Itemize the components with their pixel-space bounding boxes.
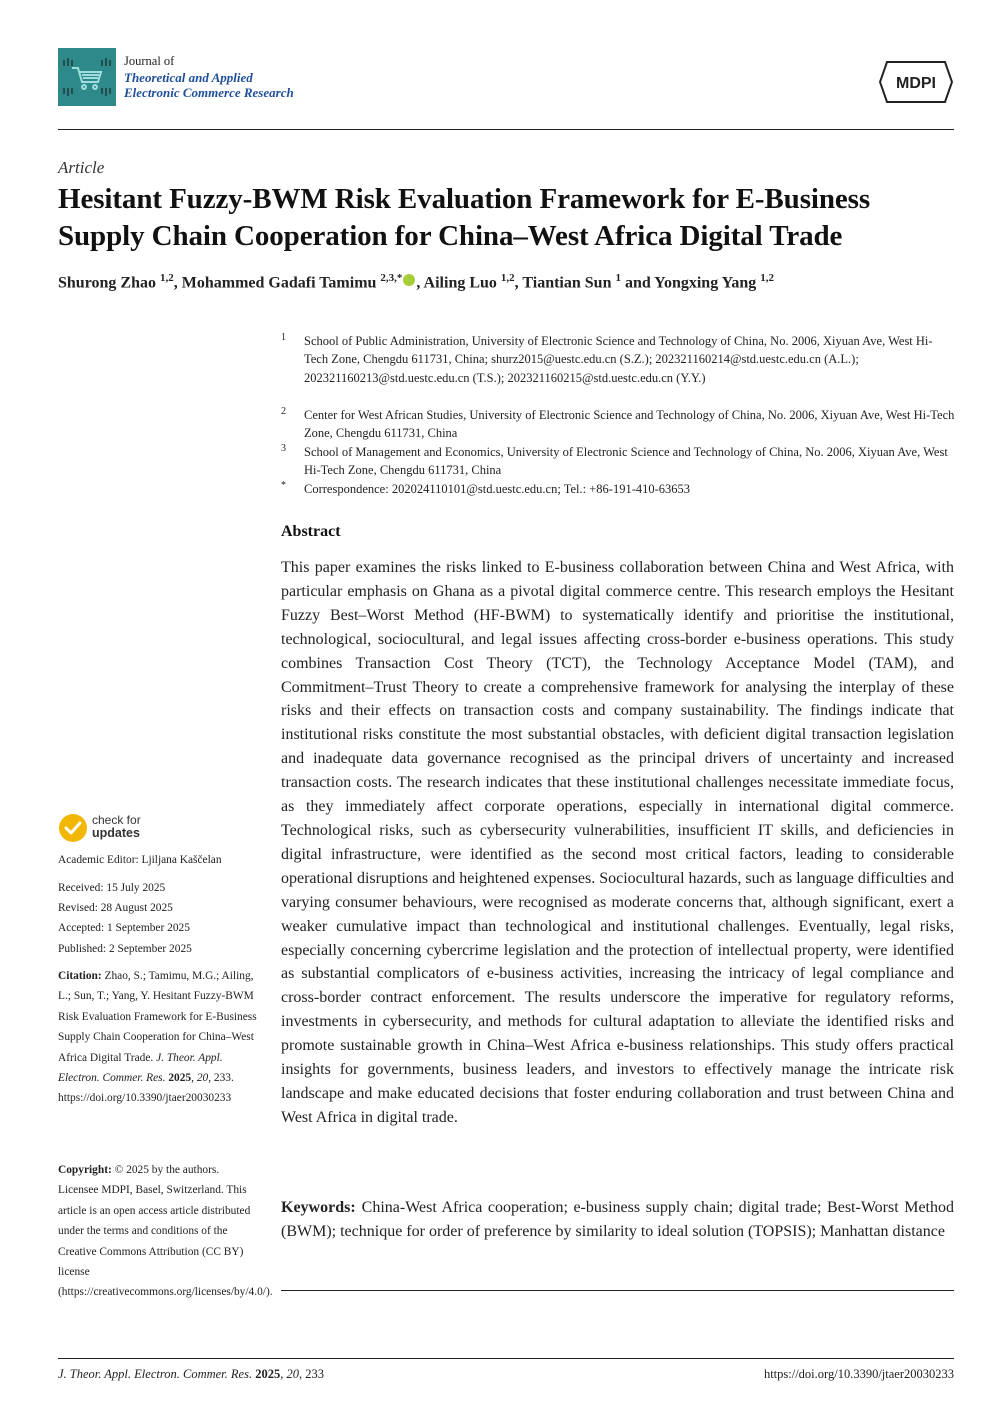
affiliation-number: 2 <box>281 406 286 417</box>
keywords-divider <box>281 1290 954 1291</box>
affiliation <box>281 406 956 443</box>
author-list <box>58 272 958 292</box>
author-separator: , <box>173 274 182 292</box>
author-affiliation-marker: 1,2 <box>159 272 174 284</box>
copyright-label: Copyright: <box>58 1164 112 1176</box>
date-accepted: Accepted: 1 September 2025 <box>58 922 190 934</box>
footer-divider <box>58 1358 954 1359</box>
citation-journal: J. Theor. Appl. Electron. Commer. Res. <box>58 1051 223 1085</box>
abstract-heading: Abstract <box>281 523 341 540</box>
author-affiliation-marker: 1,2 <box>760 272 775 284</box>
footer-citation: J. Theor. Appl. Electron. Commer. Res. 2025, 20, 233 <box>58 1367 324 1381</box>
citation-doi-link[interactable]: 233. https://doi.org/10.3390/jtaer20030233 <box>58 1072 234 1105</box>
correspondence-text: Correspondence: 202024110101@std.uestc.edu.cn; Tel.: +86-191-410-63653 <box>304 482 691 496</box>
affiliation-text: Center for West African Studies, University of Electronic Science and Technology of China, No. 2006, Xiyuan Ave, West Hi-Tech Zone, Chengdu 611731, China <box>304 408 955 441</box>
author-name: Shurong Zhao <box>58 274 156 292</box>
affiliation-number: 1 <box>281 332 286 343</box>
author-separator: , <box>416 274 424 292</box>
keywords <box>281 1196 954 1244</box>
copyright-block <box>58 1160 273 1303</box>
date-published: Published: 2 September 2025 <box>58 943 192 955</box>
affiliation-number: * <box>281 480 286 491</box>
affiliation-number: 3 <box>281 443 286 454</box>
journal-logo <box>58 48 116 106</box>
mdpi-logo-text: MDPI <box>896 75 936 92</box>
article-type: Article <box>58 158 105 177</box>
citation-block: Citation: Zhao, S.; Tamimu, M.G.; Ailing, L.; Sun, T.; Yang, Y. Hesitant Fuzzy-BWM Risk Evaluation Framework for E-Business Supply Chain Cooperation for China–West Africa Digital Trade. J. Theor. Appl. Electron. Commer. Res. 2025, 20, 233. https://doi.org/10.3390/jtaer20030233 <box>58 970 257 1105</box>
author-separator: , <box>514 274 523 292</box>
page-title: Hesitant Fuzzy-BWM Risk Evaluation Framework for E-Business Supply Chain Cooperation for China–West Africa Digital Trade <box>58 183 871 252</box>
check-updates-icon <box>58 813 88 843</box>
journal-name <box>124 54 294 101</box>
author-name: Tiantian Sun <box>522 274 612 292</box>
affiliation <box>281 443 956 480</box>
footer-year: 2025 <box>255 1367 281 1381</box>
check-for-updates-line2: updates <box>92 826 140 840</box>
orcid-icon[interactable] <box>403 274 415 286</box>
copyright-text: © 2025 by the authors. Licensee MDPI, Basel, Switzerland. This article is an open access article distributed under the terms and conditions of the Creative Commons Attribution (CC BY) license (https://creativecommons.org/licenses/by/4.0/). <box>58 1164 273 1299</box>
citation-volume: 20 <box>196 1072 209 1085</box>
author-name: Ailing Luo <box>423 274 497 292</box>
affiliation-text: School of Management and Economics, University of Electronic Science and Technology of China, No. 2006, Xiyuan Ave, West Hi-Tech Zone, Chengdu 611731, China <box>304 445 948 478</box>
check-for-updates-line1: check for <box>92 813 141 827</box>
author-name: Mohammed Gadafi Tamimu <box>181 274 377 292</box>
affiliation-text: School of Public Administration, University of Electronic Science and Technology of China, No. 2006, Xiyuan Ave, West Hi-Tech Zone, Chengdu 611731, China; shurz2015@uestc.edu.cn (S.Z.); 202321160214@std.uestc.edu.cn (A.L.); 202321160213@std.uestc.edu.cn (T.S.); 202321160215@std.uestc.edu.cn (Y.Y.) <box>304 334 933 385</box>
affiliation <box>281 332 956 387</box>
correspondence <box>281 480 956 498</box>
citation-label: Citation: <box>58 970 102 982</box>
check-for-updates-button[interactable] <box>58 813 88 843</box>
citation-text: Zhao, S.; Tamimu, M.G.; Ailing, L.; Sun, T.; Yang, Y. Hesitant Fuzzy-BWM Risk Evaluation Framework for E-Business Supply Chain Cooperation for China–West Africa Digital Trade. <box>58 970 257 1064</box>
journal-name-line3: Electronic Commerce Research <box>124 85 294 100</box>
abstract-text: This paper examines the risks linked to E-business collaboration between China and West Africa, with particular emphasis on Ghana as a pivotal digital commerce centre. This research employs the Hesitant Fuzzy Best–Worst Method (HF-BWM) to systematically identify and prioritise the institutional, technological, sociocultural, and legal issues affecting cross-border e-business operations. This study combines Transaction Cost Theory (TCT), the Technology Acceptance Model (TAM), and Commitment–Trust Theory to create a comprehensive framework for analysing the interplay of these risks and their effects on transaction costs and company sustainability. The findings indicate that institutional risks constitute the most substantial obstacles, with deficient digital transaction legislation and inadequate data governance recognised as the principal drivers of uncertainty and increased transaction costs. The research indicates that these institutional challenges necessitate immediate focus, as they immediately affect corporate operations, especially in international digital commerce. Technological risks, such as cybersecurity vulnerabilities, insufficient IT skills, and deficiencies in digital infrastructure, were identified as the second most critical factors, leading to considerable operational disruptions and heightened expenses. Sociocultural hazards, such as language difficulties and varying consumer behaviours, were recognised as moderate concerns that, although significant, exert a weaker cumulative impact than technological and institutional challenges. Eventually, legal risks, especially concerning cybercrime legislation and the protection of intellectual property, were identified as substantial complicators of e-business activities, increasing the intricacy of legal compliance and cross-border contract enforcement. The results underscore the imperative for regulatory reforms, investments in cybersecurity, and methods for cultural adaptation to alleviate the identified risks and promote sustainable growth in China–West Africa e-business relationships. This study offers practical insights for governments, business leaders, and investors to effectively manage the intricate risk landscape and make educated decisions that foster enduring collaboration and trust between China and West Africa in digital trade. <box>281 559 954 1126</box>
check-for-updates-label[interactable] <box>92 814 141 840</box>
citation-year: 2025 <box>168 1072 192 1085</box>
footer-journal: J. Theor. Appl. Electron. Commer. Res. <box>58 1367 253 1381</box>
author-and: and <box>620 274 655 292</box>
academic-editor: Academic Editor: Ljiljana Kaščelan <box>58 854 222 866</box>
date-revised: Revised: 28 August 2025 <box>58 902 173 914</box>
date-received: Received: 15 July 2025 <box>58 882 166 894</box>
author-affiliation-marker: 1 <box>615 272 621 284</box>
footer-doi-link[interactable]: https://doi.org/10.3390/jtaer20030233 <box>763 1367 954 1381</box>
author-affiliation-marker: 1,2 <box>500 272 515 284</box>
header-divider <box>58 129 954 130</box>
journal-name-line2: Theoretical and Applied <box>124 69 253 85</box>
author-affiliation-marker: 2,3,* <box>380 272 403 284</box>
keywords-label: Keywords: <box>281 1199 356 1216</box>
footer-volume: 20 <box>286 1367 299 1381</box>
journal-name-line1: Journal of <box>124 54 175 68</box>
mdpi-logo <box>879 60 953 104</box>
author-name: Yongxing Yang <box>654 274 757 292</box>
footer-article: 233 <box>305 1367 324 1381</box>
shopping-cart-icon <box>58 48 116 106</box>
keywords-text: China-West Africa cooperation; e-business supply chain; digital trade; Best-Worst Method (BWM); technique for order of preference by similarity to ideal solution (TOPSIS); Manhattan distance <box>281 1199 954 1240</box>
mdpi-logo-mark <box>879 60 953 104</box>
